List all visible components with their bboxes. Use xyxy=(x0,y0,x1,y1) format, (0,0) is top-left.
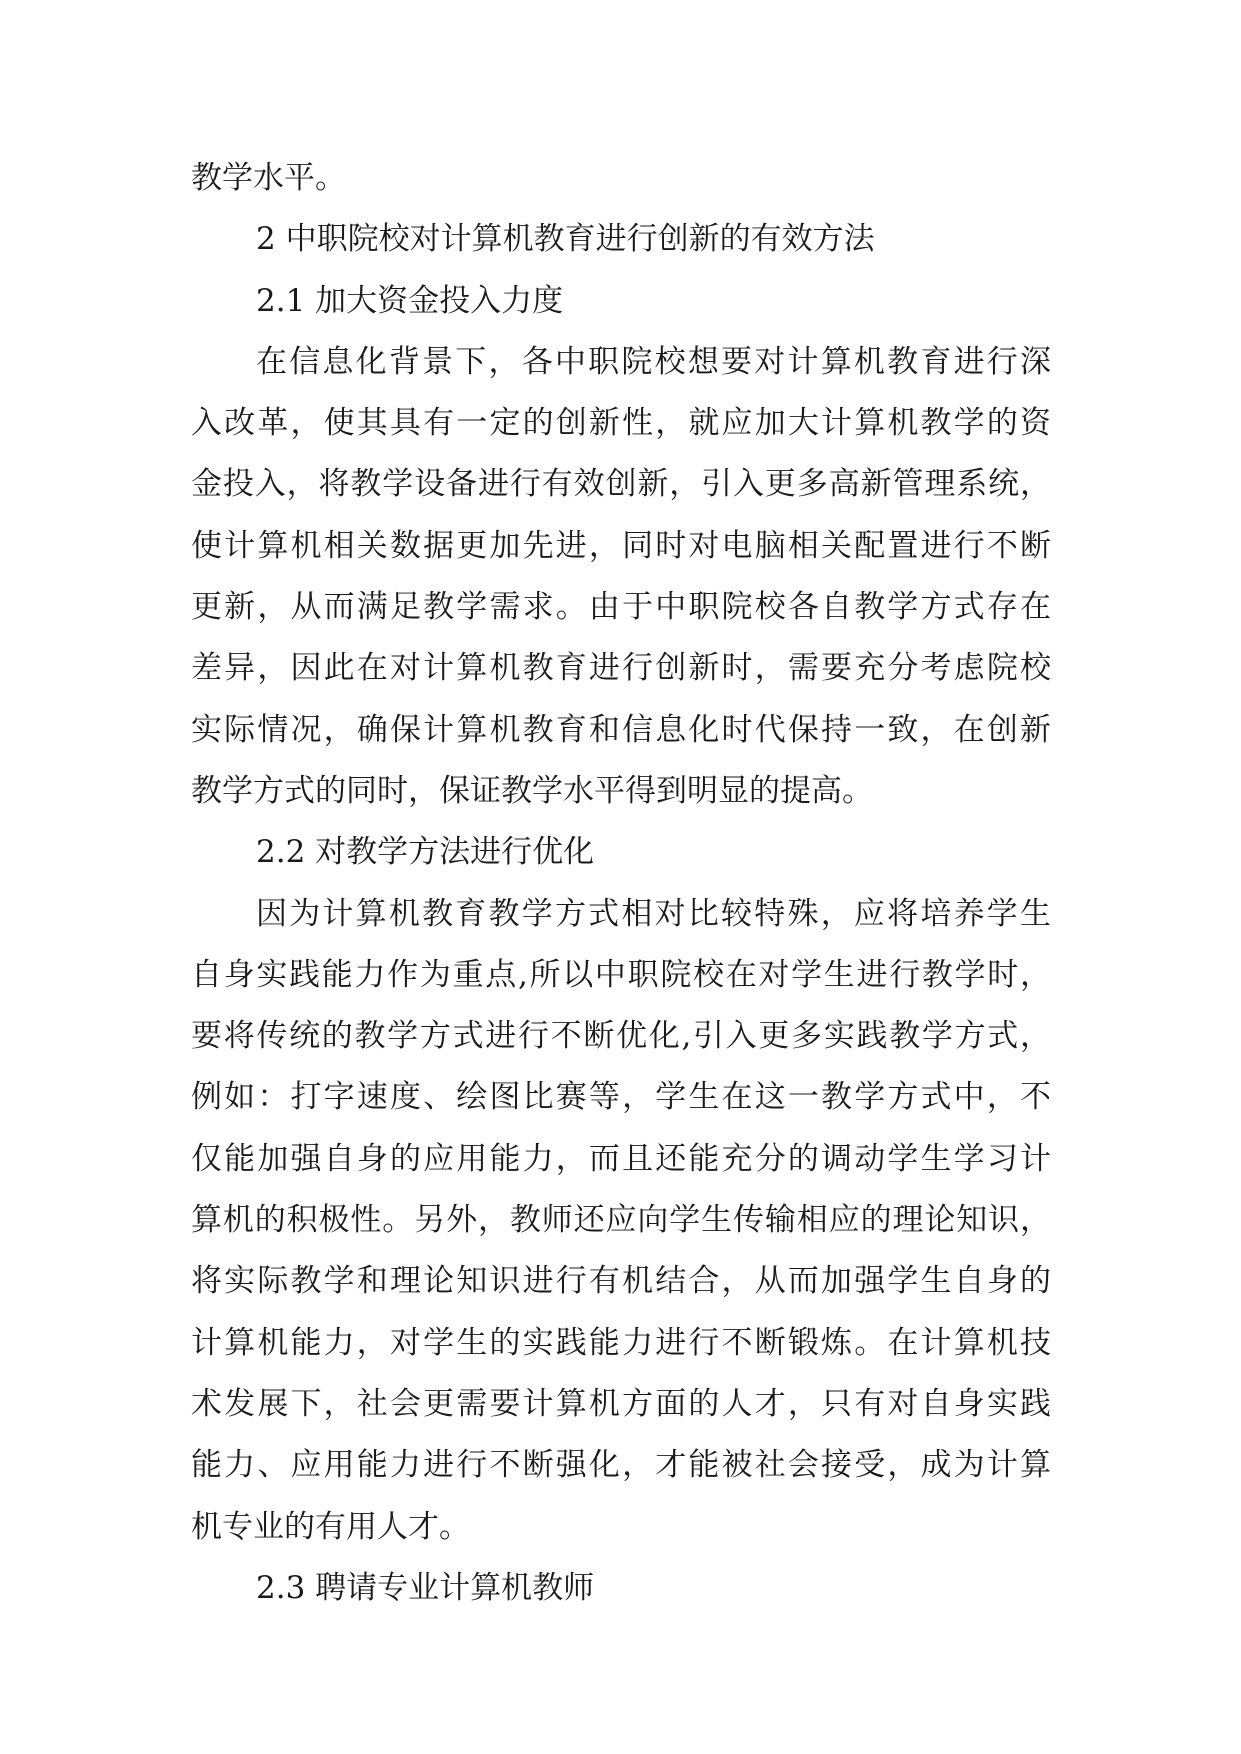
text-line: 差异，因此在对计算机教育进行创新时，需要充分考虑院校 xyxy=(191,650,1051,687)
text-line-paragraph-end: 教学方式的同时，保证教学水平得到明显的提高。 xyxy=(191,772,873,809)
text-line: 使计算机相关数据更加先进，同时对电脑相关配置进行不断 xyxy=(191,527,1051,564)
text-line: 实际情况，确保计算机教育和信息化时代保持一致，在创新 xyxy=(191,711,1051,748)
text-line: 算机的积极性。另外，教师还应向学生传输相应的理论知识， xyxy=(191,1202,1051,1239)
text-line: 入改革，使其具有一定的创新性，就应加大计算机教学的资 xyxy=(191,405,1051,442)
text-line: 能力、应用能力进行不断强化，才能被社会接受，成为计算 xyxy=(191,1447,1051,1484)
text-line: 因为计算机教育教学方式相对比较特殊，应将培养学生 xyxy=(256,895,1051,932)
text-line: 术发展下，社会更需要计算机方面的人才，只有对自身实践 xyxy=(191,1385,1051,1422)
text-line: 计算机能力，对学生的实践能力进行不断锻炼。在计算机技 xyxy=(191,1324,1051,1361)
text-line: 要将传统的教学方式进行不断优化,引入更多实践教学方式， xyxy=(191,1018,1051,1055)
text-line: 仅能加强自身的应用能力，而且还能充分的调动学生学习计 xyxy=(191,1140,1051,1177)
subsection-heading-2-3: 2.3 聘请专业计算机教师 xyxy=(256,1569,595,1606)
document-page xyxy=(191,148,1051,1619)
text-line-paragraph-end: 教学水平。 xyxy=(191,160,346,196)
subsection-heading-2-2: 2.2 对教学方法进行优化 xyxy=(256,834,595,871)
text-line: 自身实践能力作为重点,所以中职院校在对学生进行教学时， xyxy=(191,956,1051,993)
subsection-heading-2-1: 2.1 加大资金投入力度 xyxy=(256,282,564,319)
text-line-paragraph-end: 机专业的有用人才。 xyxy=(191,1508,470,1545)
text-line: 将实际教学和理论知识进行有机结合，从而加强学生自身的 xyxy=(191,1263,1051,1300)
section-heading-2: 2 中职院校对计算机教育进行创新的有效方法 xyxy=(256,221,875,258)
text-line: 金投入，将教学设备进行有效创新，引入更多高新管理系统， xyxy=(191,466,1051,503)
text-line: 在信息化背景下，各中职院校想要对计算机教育进行深 xyxy=(256,343,1051,380)
text-line: 更新，从而满足教学需求。由于中职院校各自教学方式存在 xyxy=(191,589,1051,626)
text-line: 例如：打字速度、绘图比赛等，学生在这一教学方式中，不 xyxy=(191,1079,1051,1116)
